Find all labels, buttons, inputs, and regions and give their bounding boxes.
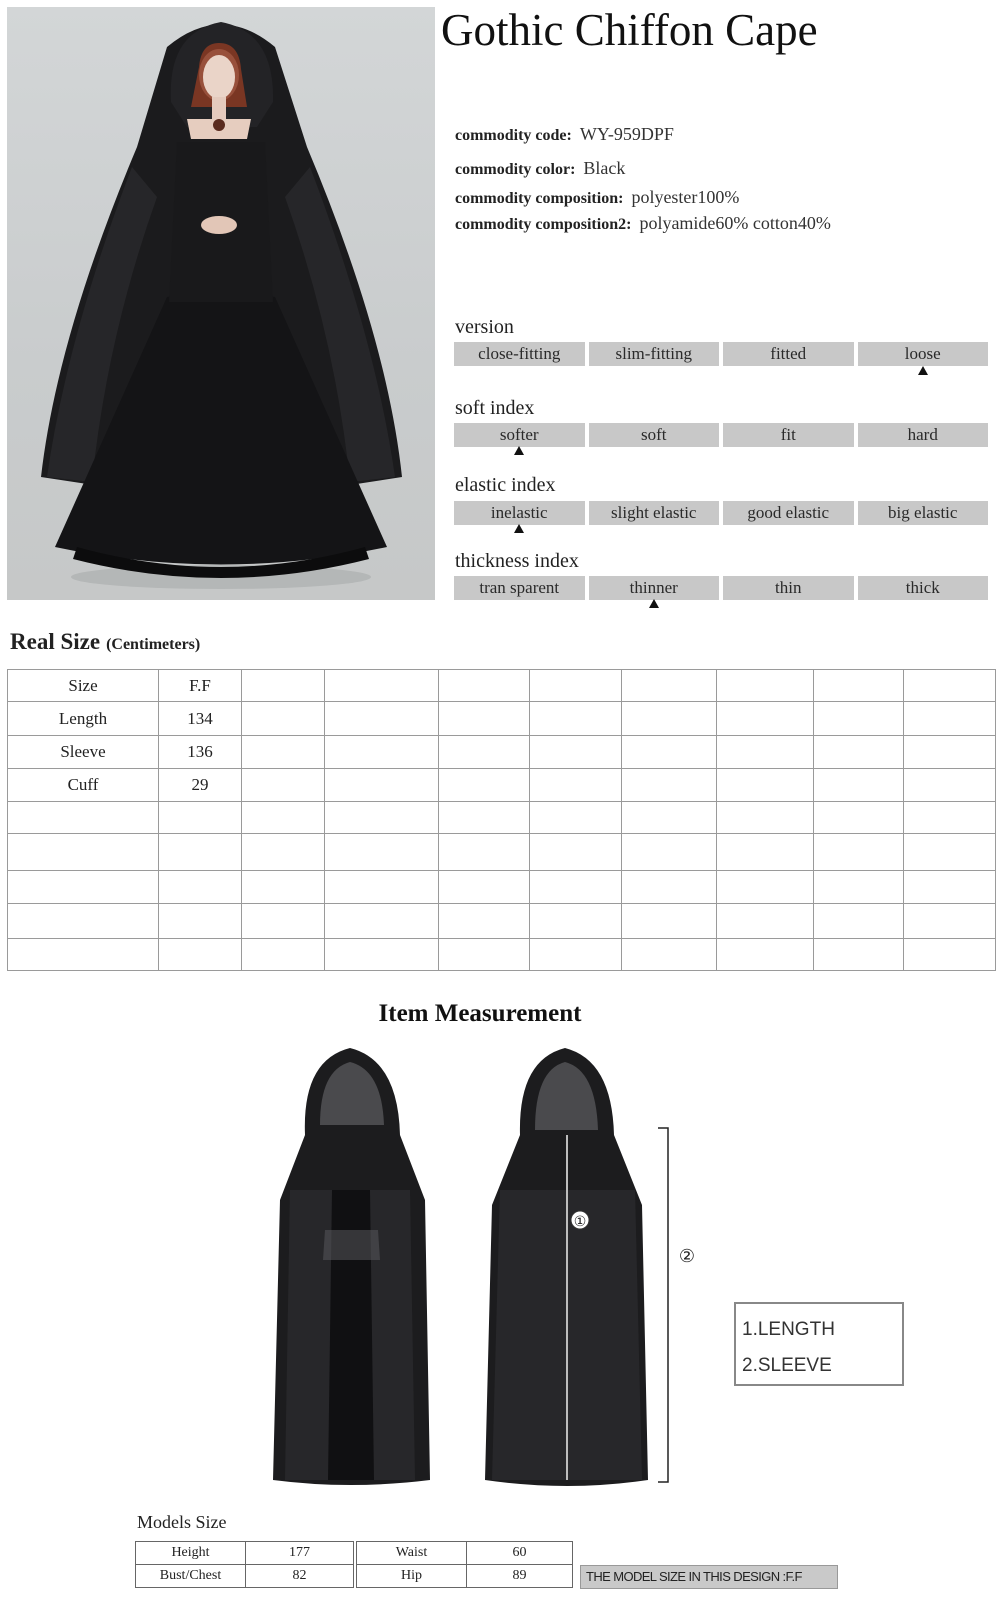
index-option: thick [858, 576, 989, 600]
table-row [8, 834, 996, 871]
real-size-heading: Real Size [10, 629, 101, 654]
table-row [8, 904, 996, 939]
cape-measurement-illustration [250, 1040, 730, 1500]
index-option: soft [589, 423, 720, 447]
index-bar-soft [454, 423, 988, 447]
table-row [357, 1542, 573, 1565]
model-label: Height [136, 1542, 246, 1565]
index-option: thinner [589, 576, 720, 600]
size-table [7, 669, 996, 971]
model-value: 89 [467, 1565, 573, 1588]
product-photo [7, 7, 435, 600]
index-option: close-fitting [454, 342, 585, 366]
index-bar-elastic [454, 501, 988, 525]
index-option: fit [723, 423, 854, 447]
index-bar-version [454, 342, 988, 366]
table-row [8, 871, 996, 904]
spec-value: polyester100% [631, 187, 740, 207]
index-option: slight elastic [589, 501, 720, 525]
spec-label: commodity code: [455, 127, 572, 144]
legend-item-length: 1.LENGTH [742, 1319, 835, 1340]
measure-marker-1: ① [573, 1214, 587, 1230]
index-title-elastic: elastic index [455, 474, 556, 496]
index-option: hard [858, 423, 989, 447]
model-value: 82 [246, 1565, 354, 1588]
cape-front-drawing [273, 1048, 430, 1485]
legend-item-sleeve: 2.SLEEVE [742, 1355, 832, 1376]
index-option: fitted [723, 342, 854, 366]
spec-label: commodity composition: [455, 190, 624, 207]
index-option: loose [858, 342, 989, 366]
index-option: tran sparent [454, 576, 585, 600]
index-bar-thickness [454, 576, 988, 600]
table-row [8, 802, 996, 834]
spec-code [455, 124, 674, 145]
table-cell: Length [8, 702, 159, 736]
spec-value: polyamide60% cotton40% [639, 213, 831, 233]
table-cell: F.F [159, 670, 242, 702]
spec-composition [455, 187, 739, 208]
measurement-legend [734, 1302, 904, 1386]
model-label: Hip [357, 1565, 467, 1588]
table-cell: 136 [159, 736, 242, 769]
models-size-table-left [135, 1541, 354, 1588]
models-size-table-right [356, 1541, 573, 1588]
measure-marker-2: ② [678, 1246, 696, 1267]
index-option: softer [454, 423, 585, 447]
index-option: big elastic [858, 501, 989, 525]
item-measurement-title: Item Measurement [378, 1000, 582, 1027]
table-row [8, 769, 996, 802]
index-marker-elastic [514, 524, 524, 533]
table-cell: Size [8, 670, 159, 702]
table-cell: 134 [159, 702, 242, 736]
table-row [136, 1565, 354, 1588]
index-marker-soft [514, 446, 524, 455]
index-option: good elastic [723, 501, 854, 525]
table-row [8, 702, 996, 736]
table-cell: Cuff [8, 769, 159, 802]
spec-value: Black [583, 158, 626, 178]
real-size-title [10, 629, 200, 655]
index-title-soft: soft index [455, 397, 535, 419]
model-label: Bust/Chest [136, 1565, 246, 1588]
index-option: inelastic [454, 501, 585, 525]
table-cell: 29 [159, 769, 242, 802]
index-title-version: version [455, 316, 514, 338]
table-row [357, 1565, 573, 1588]
spec-color [455, 158, 625, 179]
index-option: thin [723, 576, 854, 600]
table-row [8, 939, 996, 971]
model-value: 177 [246, 1542, 354, 1565]
table-row [136, 1542, 354, 1565]
spec-label: commodity composition2: [455, 216, 632, 233]
index-marker-version [918, 366, 928, 375]
real-size-unit: (Centimeters) [106, 636, 201, 653]
index-marker-thickness [649, 599, 659, 608]
index-title-thickness: thickness index [455, 550, 579, 572]
model-size-note: THE MODEL SIZE IN THIS DESIGN :F.F [580, 1565, 838, 1589]
sleeve-dimension-line [658, 1128, 668, 1482]
cape-back-drawing [485, 1048, 648, 1486]
index-option: slim-fitting [589, 342, 720, 366]
table-row [8, 736, 996, 769]
table-cell: Sleeve [8, 736, 159, 769]
product-title: Gothic Chiffon Cape [441, 5, 818, 55]
spec-composition2 [455, 213, 831, 234]
table-row [8, 670, 996, 702]
model-value: 60 [467, 1542, 573, 1565]
models-size-title: Models Size [137, 1512, 227, 1532]
spec-label: commodity color: [455, 161, 576, 178]
model-label: Waist [357, 1542, 467, 1565]
spec-value: WY-959DPF [579, 124, 674, 144]
model-figure-illustration [7, 7, 435, 600]
